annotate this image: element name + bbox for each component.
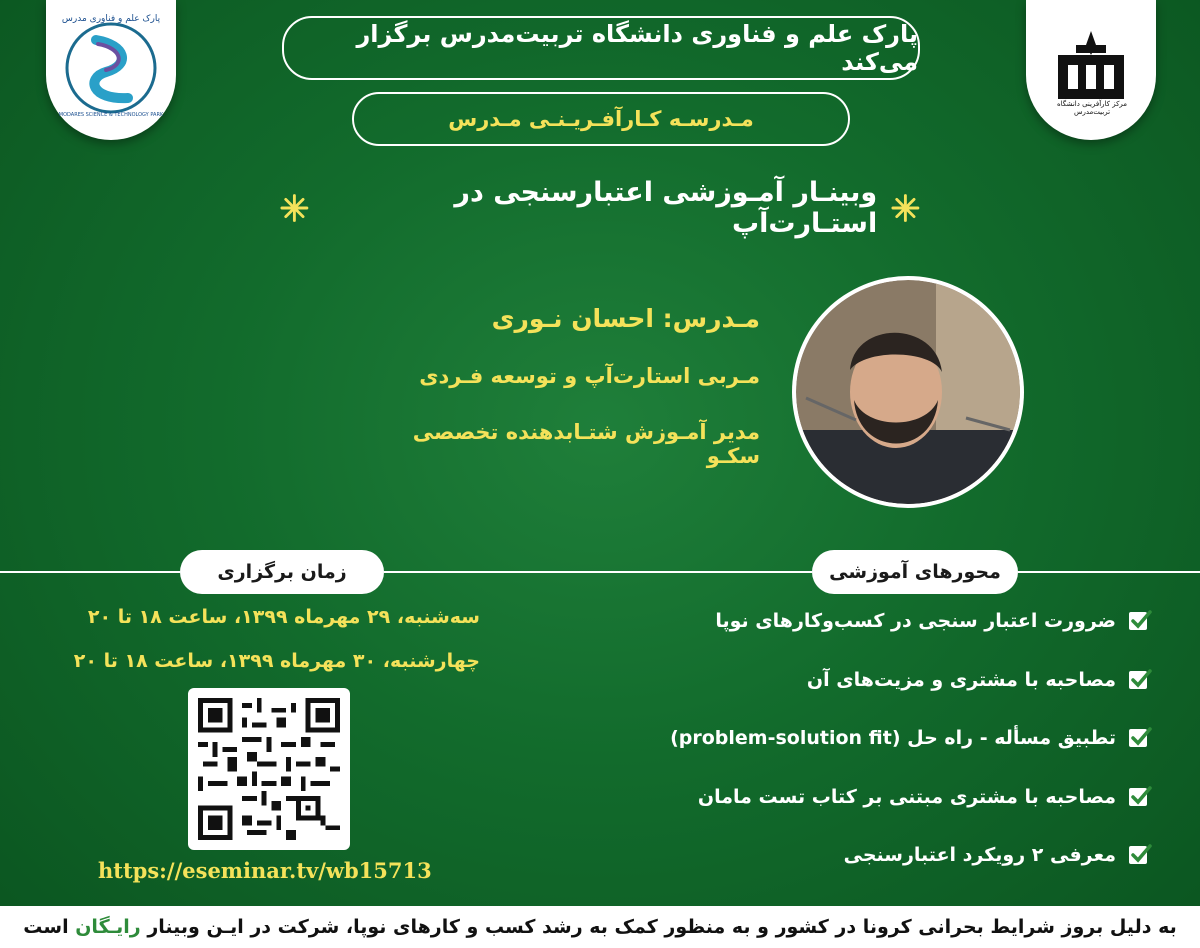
webinar-title-row bbox=[280, 177, 920, 239]
checkbox-checked-icon bbox=[1128, 843, 1152, 867]
instructor-name: مـدرس: احسان نـوری bbox=[491, 304, 760, 333]
session-1-time: سه‌شنبه، ۲۹ مهرماه ۱۳۹۹، ساعت ۱۸ تا ۲۰ bbox=[87, 606, 480, 628]
topic-item bbox=[698, 780, 1152, 814]
schedule-heading bbox=[180, 550, 384, 594]
webinar-url[interactable]: https://eseminar.tv/wb15713 bbox=[98, 858, 432, 883]
topic-item bbox=[670, 721, 1152, 755]
checkbox-checked-icon bbox=[1128, 668, 1152, 692]
host-banner bbox=[282, 16, 920, 80]
starburst-icon bbox=[280, 193, 309, 223]
left-logo-title: پارک علم و فناوری مدرس bbox=[61, 14, 161, 24]
topic-label: تطبیق مسأله - راه حل (problem-solution fit) bbox=[670, 727, 1116, 749]
instructor-portrait-icon bbox=[796, 280, 1020, 504]
topics-heading bbox=[812, 550, 1018, 594]
instructor-role-1: مـربی استارت‌آپ و توسعه فـردی bbox=[419, 364, 760, 388]
webinar-title: وبینـار آمـوزشی اعتبارسنجی در استـارت‌آپ bbox=[454, 177, 878, 239]
qr-code-icon bbox=[198, 698, 340, 840]
schedule-heading-label: زمان برگزاری bbox=[217, 561, 347, 583]
session-2-time: چهارشنبه، ۳۰ مهرماه ۱۳۹۹، ساعت ۱۸ تا ۲۰ bbox=[73, 650, 480, 672]
checkbox-checked-icon bbox=[1128, 726, 1152, 750]
topic-item bbox=[807, 663, 1152, 697]
topic-label: مصاحبه با مشتری مبتنی بر کتاب تست مامان bbox=[697, 786, 1116, 808]
schedule-divider bbox=[0, 571, 180, 573]
checkbox-checked-icon bbox=[1128, 609, 1152, 633]
footer-banner bbox=[0, 906, 1200, 948]
topics-divider bbox=[1018, 571, 1200, 573]
entrepreneurship-center-logo bbox=[1026, 0, 1156, 140]
topic-label: مصاحبه با مشتری و مزیت‌های آن bbox=[806, 669, 1116, 691]
registration-qr-code[interactable] bbox=[188, 688, 350, 850]
checkbox-checked-icon bbox=[1128, 785, 1152, 809]
topic-label: معرفی ۲ رویکرد اعتبارسنجی bbox=[843, 844, 1116, 866]
school-name: مـدرسـه کـارآفـریـنـی مـدرس bbox=[448, 107, 754, 131]
topic-label: ضرورت اعتبار سنجی در کسب‌وکارهای نوپا bbox=[715, 610, 1116, 632]
host-line: پارک علم و فناوری دانشگاه تربیت‌مدرس برگزار می‌کند bbox=[356, 20, 918, 76]
left-logo-subtitle: MODARES SCIENCE & TECHNOLOGY PARK bbox=[58, 112, 164, 118]
starburst-icon bbox=[891, 193, 920, 223]
footer-free-word: رایـگان bbox=[75, 916, 141, 938]
topic-item bbox=[715, 604, 1152, 638]
center-divider bbox=[384, 571, 812, 573]
topic-item bbox=[844, 838, 1152, 872]
topics-heading-label: محورهای آموزشی bbox=[829, 561, 1001, 583]
school-banner bbox=[352, 92, 850, 146]
footer-text-before: به دلیل بروز شرایط بحرانی کرونا در کشور و به منظور کمک به رشد کسب و کارهای نوپا، شرکت در ایـن وبینار bbox=[147, 916, 1177, 938]
footer-text-after: است bbox=[23, 916, 69, 938]
right-logo-caption: مرکز کارآفرینی دانشگاه تربیت‌مدرس bbox=[1056, 100, 1128, 116]
instructor-role-2: مدیر آمـوزش شتـابدهنده تخصصی سکـو bbox=[412, 420, 760, 468]
instructor-photo bbox=[792, 276, 1024, 508]
